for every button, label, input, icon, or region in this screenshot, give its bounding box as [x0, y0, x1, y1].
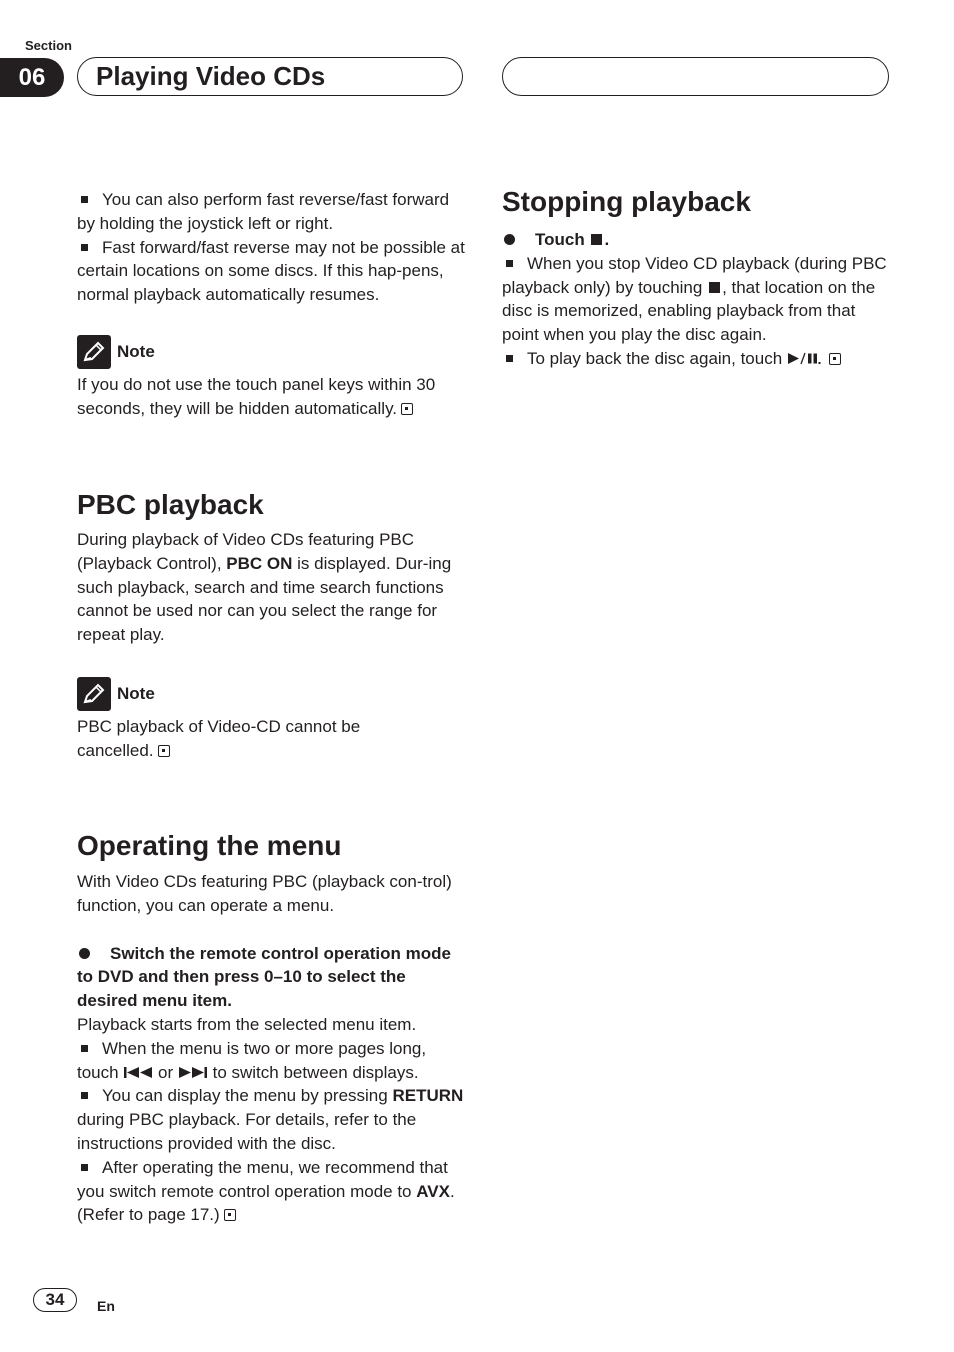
bullet-dot-icon [79, 948, 90, 959]
list-item: When you stop Video CD playback (during PBC playback only) by touching , that location on the disc is memorized, enabling playback from that point when you play the disc again. [502, 253, 887, 345]
end-mark-icon [224, 1209, 236, 1221]
bullet-square-icon [81, 196, 88, 203]
list-item: When the menu is two or more pages long, touch or to switch between displays. [77, 1038, 427, 1082]
note-label: Note [117, 342, 155, 362]
stop-section [502, 228, 890, 371]
section-label: Section [25, 38, 72, 53]
section-number: 06 [0, 58, 64, 97]
page-title: Playing Video CDs [96, 61, 326, 91]
list-item: You can display the menu by pressing RETURN during PBC playback. For details, refer to the instructions provided with the disc. [77, 1086, 464, 1153]
menu-step-result: Playback starts from the selected menu item. [77, 1014, 417, 1034]
menu-intro: With Video CDs featuring PBC (playback con-trol) function, you can operate a menu. [77, 872, 452, 915]
skip-back-icon [123, 1066, 153, 1079]
note-label: Note [117, 684, 155, 704]
end-mark-icon [401, 403, 413, 415]
skip-forward-icon [178, 1066, 208, 1079]
note-block [77, 677, 465, 763]
pencil-icon [77, 677, 111, 711]
list-item: Fast forward/fast reverse may not be possible at certain locations on some discs. If this hap-pens, normal playback automatically resumes. [77, 237, 465, 305]
bullet-square-icon [81, 1045, 88, 1052]
pencil-icon [77, 335, 111, 369]
stop-heading: Stopping playback [502, 186, 751, 217]
bullet-dot-icon [504, 234, 515, 245]
note-block [77, 335, 465, 421]
stop-icon [591, 234, 602, 245]
list-item: After operating the menu, we recommend that you switch remote control operation mode to AVX. (Refer to page 17.) [77, 1157, 455, 1225]
pbc-heading: PBC playback [77, 489, 264, 520]
menu-step: Switch the remote control operation mode to DVD and then press 0–10 to select the desired menu item. [77, 943, 451, 1011]
header-right-frame [502, 57, 889, 96]
stop-icon [709, 282, 720, 293]
language-label: En [97, 1298, 115, 1314]
bullet-square-icon [81, 1092, 88, 1099]
note-text: If you do not use the touch panel keys within 30 seconds, they will be hidden automatically. [77, 375, 436, 418]
list-item: To play back the disc again, touch [502, 347, 890, 371]
menu-section [77, 870, 465, 1227]
pbc-text: During playback of Video CDs featuring PBC (Playback Control), PBC ON is displayed. Dur-ing such playback, search and time search functions cannot be used nor can you select the range for repeat play. [77, 530, 452, 645]
end-mark-icon [158, 745, 170, 757]
bullet-square-icon [506, 355, 513, 362]
page-number: 34 [33, 1288, 77, 1312]
bullet-square-icon [81, 244, 88, 251]
end-mark-icon [829, 353, 841, 365]
intro-bullets [77, 188, 465, 307]
note-text: PBC playback of Video-CD cannot be cancelled. [77, 717, 361, 760]
list-item: You can also perform fast reverse/fast forward by holding the joystick left or right. [77, 190, 450, 233]
stop-step: Touch . [502, 228, 890, 252]
play-pause-icon [787, 352, 825, 365]
bullet-square-icon [81, 1164, 88, 1171]
bullet-square-icon [506, 260, 513, 267]
menu-heading: Operating the menu [77, 830, 342, 861]
